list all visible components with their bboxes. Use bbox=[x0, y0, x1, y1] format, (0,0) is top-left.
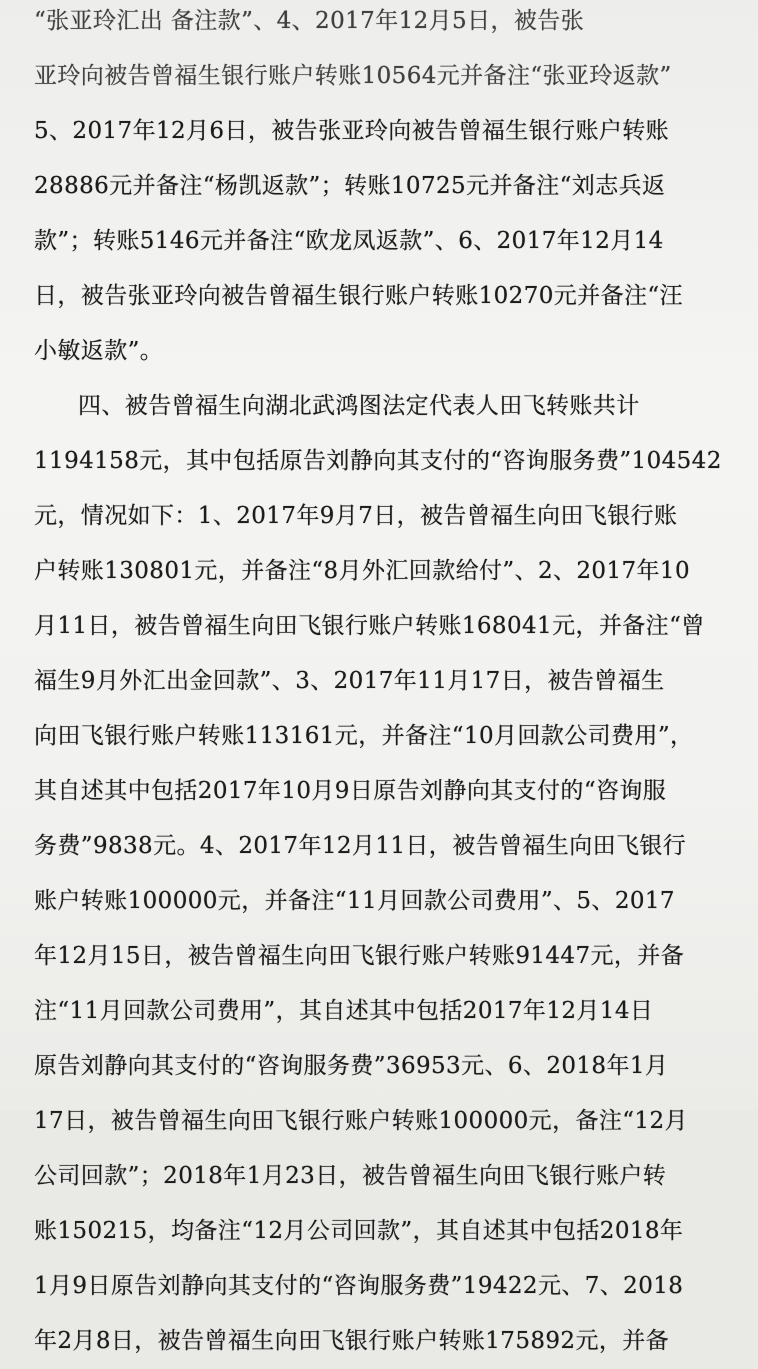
document-line: 户转账130801元，并备注“8月外汇回款给付”、2、2017年10 bbox=[34, 558, 690, 584]
document-line: 17日，被告曾福生向田飞银行账户转账100000元，备注“12月 bbox=[34, 1108, 688, 1134]
document-line: 日，被告张亚玲向被告曾福生银行账户转账10270元并备注“汪 bbox=[34, 283, 683, 309]
document-line: 28886元并备注“杨凯返款”；转账10725元并备注“刘志兵返 bbox=[34, 173, 666, 199]
document-line: 注“11月回款公司费用”，其自述其中包括2017年12月14日 bbox=[34, 998, 654, 1024]
document-line: 月11日，被告曾福生向田飞银行账户转账168041元，并备注“曾 bbox=[34, 613, 705, 639]
document-line: 款”；转账5146元并备注“欧龙凤返款”、6、2017年12月14 bbox=[34, 228, 664, 254]
document-body bbox=[34, 0, 738, 1369]
document-line: 1月9日原告刘静向其支付的“咨询服务费”19422元、7、2018 bbox=[34, 1273, 684, 1299]
document-line: 四、被告曾福生向湖北武鸿图法定代表人田飞转账共计 bbox=[78, 393, 640, 419]
document-line: 1194158元，其中包括原告刘静向其支付的“咨询服务费”104542 bbox=[34, 448, 722, 474]
document-line: 年12月15日，被告曾福生向田飞银行账户转账91447元，并备 bbox=[34, 943, 685, 969]
document-line: 5、2017年12月6日，被告张亚玲向被告曾福生银行账户转账 bbox=[34, 118, 670, 144]
document-line: 亚玲向被告曾福生银行账户转账10564元并备注“张亚玲返款” bbox=[34, 63, 672, 89]
document-line: “张亚玲汇出 备注款”、4、2017年12月5日，被告张 bbox=[34, 8, 585, 34]
document-line: 向田飞银行账户转账113161元，并备注“10月回款公司费用”， bbox=[34, 723, 694, 749]
document-line: 务费”9838元。4、2017年12月11日，被告曾福生向田飞银行 bbox=[34, 833, 687, 859]
document-line: 原告刘静向其支付的“咨询服务费”36953元、6、2018年1月 bbox=[34, 1053, 669, 1079]
document-line: 福生9月外汇出金回款”、3、2017年11月17日，被告曾福生 bbox=[34, 668, 665, 694]
document-line: 元，情况如下：1、2017年9月7日，被告曾福生向田飞银行账 bbox=[34, 503, 678, 529]
document-line: 其自述其中包括2017年10月9日原告刘静向其支付的“咨询服 bbox=[34, 778, 667, 804]
document-line: 公司回款”；2018年1月23日，被告曾福生向田飞银行账户转 bbox=[34, 1163, 667, 1189]
document-line: 账150215，均备注“12月公司回款”，其自述其中包括2018年 bbox=[34, 1218, 684, 1244]
document-line: 年2月8日，被告曾福生向田飞银行账户转账175892元，并备 bbox=[34, 1328, 670, 1354]
document-line: 账户转账100000元，并备注“11月回款公司费用”、5、2017 bbox=[34, 888, 675, 914]
document-line: 小敏返款”。 bbox=[34, 338, 164, 364]
